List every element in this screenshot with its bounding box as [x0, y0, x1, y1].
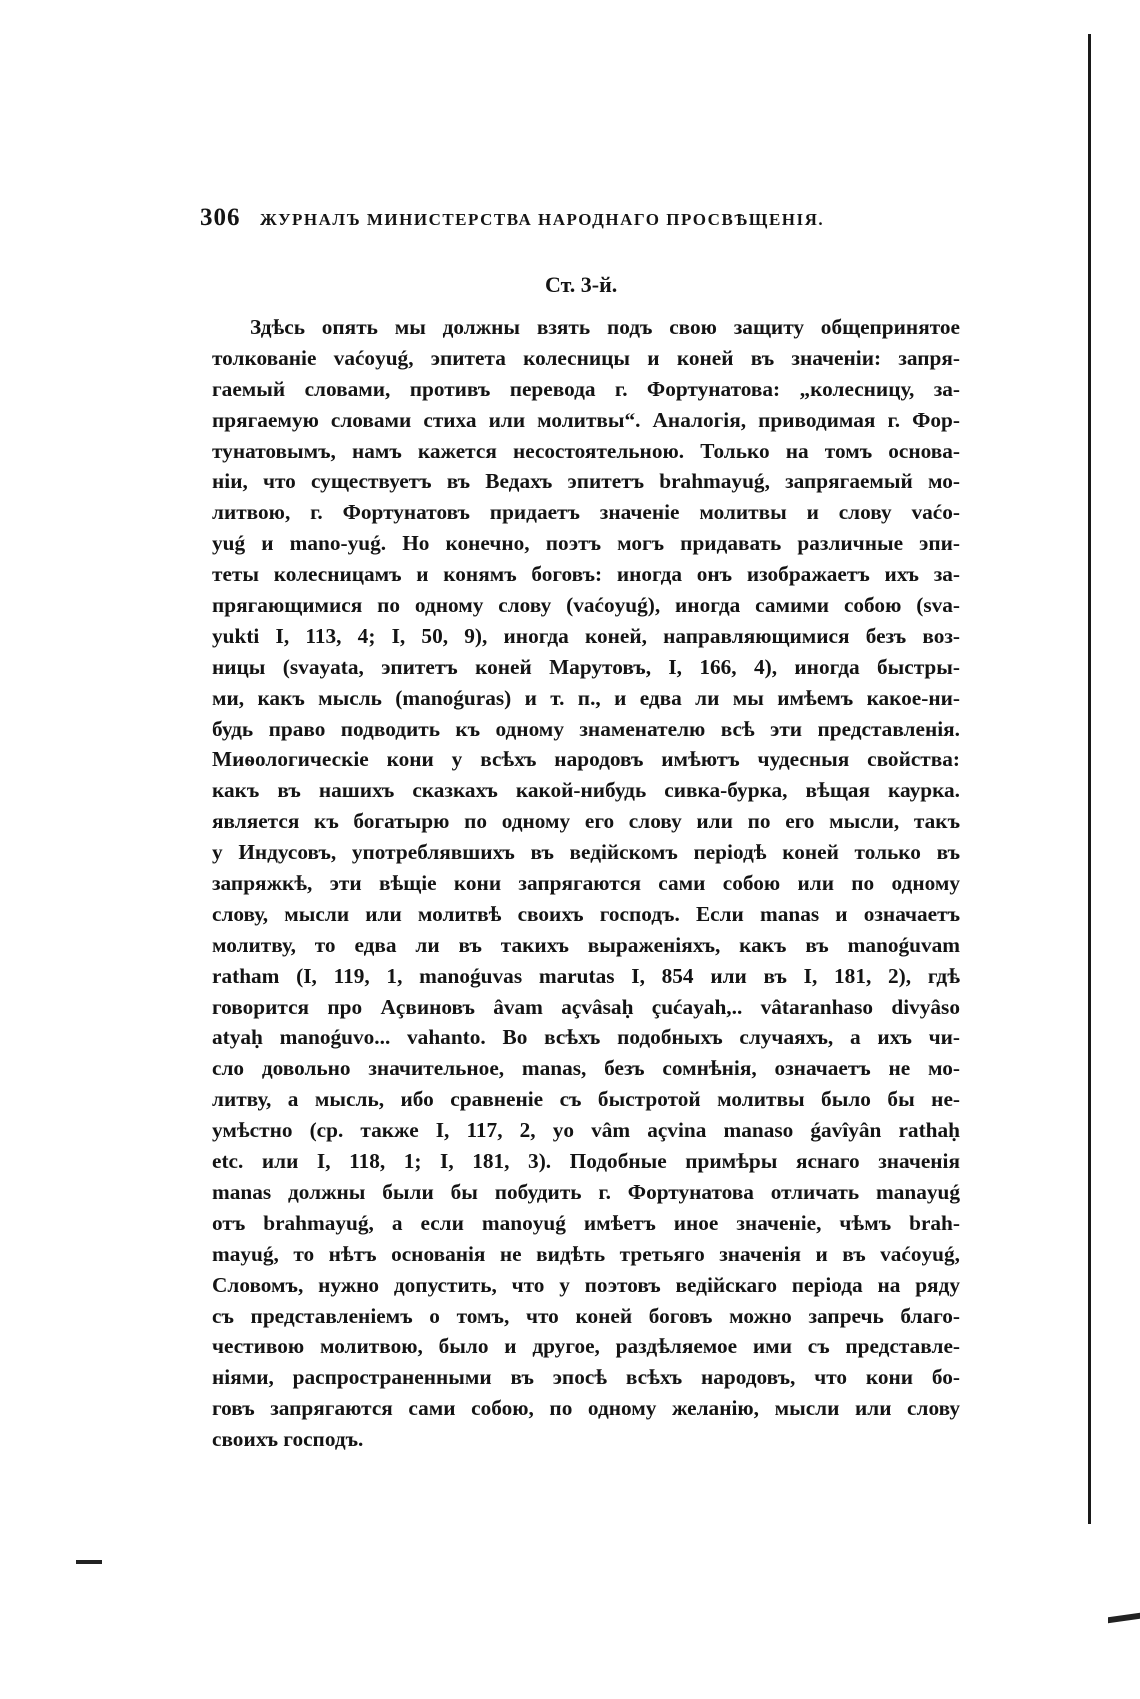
text-line: запряжкѣ, эти вѣщіе кони запрягаются сами собою или по одному — [212, 871, 960, 896]
text-line: гаемый словами, противъ перевода г. Фортунатова: „колесницу, за- — [212, 376, 960, 401]
text-line: будь право подводить къ одному знаменателю всѣ эти представленія. — [212, 716, 960, 741]
text-line: ницы (svayata, эпитетъ коней Марутовъ, I, 166, 4), иногда быстры- — [212, 654, 960, 679]
running-title: ЖУРНАЛЪ МИНИСТЕРСТВА НАРОДНАГО ПРОСВѢЩЕНІЯ. — [260, 210, 825, 229]
text-line: говорится про Аçвиновъ âvam açvâsaḥ çućayah,.. vâtaranhaso divyâso — [212, 994, 960, 1019]
text-line: сло довольно значительное, manas, безъ сомнѣнія, означаетъ не мо- — [212, 1056, 960, 1081]
text-line: теты колесницамъ и конямъ боговъ: иногда онъ изображаетъ ихъ за- — [212, 562, 960, 587]
text-line: Словомъ, нужно допустить, что у поэтовъ ведійскаго періода на ряду — [212, 1272, 960, 1297]
text-line: Миѳологическіе кони у всѣхъ народовъ имѣютъ чудесныя свойства: — [212, 747, 960, 772]
text-line: у Индусовъ, употреблявшихъ въ ведійскомъ періодѣ коней только въ — [212, 840, 960, 865]
page-number: 306 — [200, 204, 241, 231]
page-edge-rule — [1088, 34, 1091, 1524]
text-line: говъ запрягаются сами собою, по одному желанію, мысли или слову — [212, 1396, 960, 1421]
text-line: съ представленіемъ о томъ, что коней боговъ можно запречь благо- — [212, 1303, 960, 1328]
text-line: литву, а мысль, ибо сравненіе съ быстротой молитвы было бы не- — [212, 1087, 960, 1112]
text-line: ми, какъ мысль (manoǵuras) и т. п., и едва ли мы имѣемъ какое-ни- — [212, 685, 960, 710]
scan-mark-left — [76, 1560, 102, 1564]
text-line: yukti I, 113, 4; I, 50, 9), иногда коней, направляющимися безъ воз- — [212, 623, 960, 648]
text-line: Здѣсь опять мы должны взять подъ свою защиту общепринятое — [250, 315, 960, 339]
section-heading: Ст. 3-й. — [545, 272, 618, 297]
text-line: честивою молитвою, было и другое, раздѣляемое ими съ представле- — [212, 1334, 960, 1359]
text-line: ніями, распространенными въ эпосѣ всѣхъ народовъ, что кони бо- — [212, 1365, 960, 1390]
text-line: ніи, что существуетъ въ Ведахъ эпитетъ brahmayuǵ, запрягаемый мо- — [212, 469, 960, 494]
text-line: yuǵ и mano-yuǵ. Но конечно, поэтъ могъ придавать различные эпи- — [212, 531, 960, 556]
text-line: etc. или I, 118, 1; I, 181, 3). Подобные примѣры яснаго значенія — [212, 1149, 960, 1174]
text-line: тунатовымъ, намъ кажется несостоятельною. Только на томъ основа- — [212, 438, 960, 463]
text-line: толкованіе vaćoyuǵ, эпитета колесницы и коней въ значеніи: запря- — [212, 345, 960, 370]
text-line: своихъ господъ. — [212, 1427, 364, 1452]
text-line: молитву, то едва ли въ такихъ выраженіяхъ, какъ въ manoǵuvam — [212, 932, 960, 957]
scan-mark-right — [1108, 1613, 1140, 1623]
text-line: atyaḥ manoǵuvo... vahanto. Во всѣхъ подобныхъ случаяхъ, а ихъ чи- — [212, 1025, 960, 1050]
page-header — [200, 204, 900, 238]
text-line: прягаемую словами стиха или молитвы“. Аналогія, приводимая г. Фор- — [212, 407, 960, 432]
text-line: является къ богатырю по одному его слову или по его мысли, такъ — [212, 809, 960, 834]
text-line: ratham (I, 119, 1, manoǵuvas marutas I, 854 или въ I, 181, 2), гдѣ — [212, 963, 960, 988]
text-line: прягающимися по одному слову (vaćoyuǵ), иногда самими собою (sva- — [212, 593, 960, 618]
text-line: manas должны были бы побудить г. Фортунатова отличать manayuǵ — [212, 1179, 960, 1204]
text-line: умѣстно (ср. также I, 117, 2, yo vâm açvina manaso ǵavîyân rathaḥ — [212, 1118, 960, 1143]
text-line: слову, мысли или молитвѣ своихъ господъ. Если manas и означаетъ — [212, 901, 960, 926]
body-text — [212, 312, 960, 1455]
text-line: литвою, г. Фортунатовъ придаетъ значеніе молитвы и слову vaćo- — [212, 500, 960, 525]
text-line: mayuǵ, то нѣтъ основанія не видѣть третьяго значенія и въ vaćoyuǵ, — [212, 1241, 960, 1266]
text-line: какъ въ нашихъ сказкахъ какой-нибудь сивка-бурка, вѣщая каурка. — [212, 778, 960, 803]
text-line: отъ brahmayuǵ, а если manoyuǵ имѣетъ иное значеніе, чѣмъ brah- — [212, 1210, 960, 1235]
